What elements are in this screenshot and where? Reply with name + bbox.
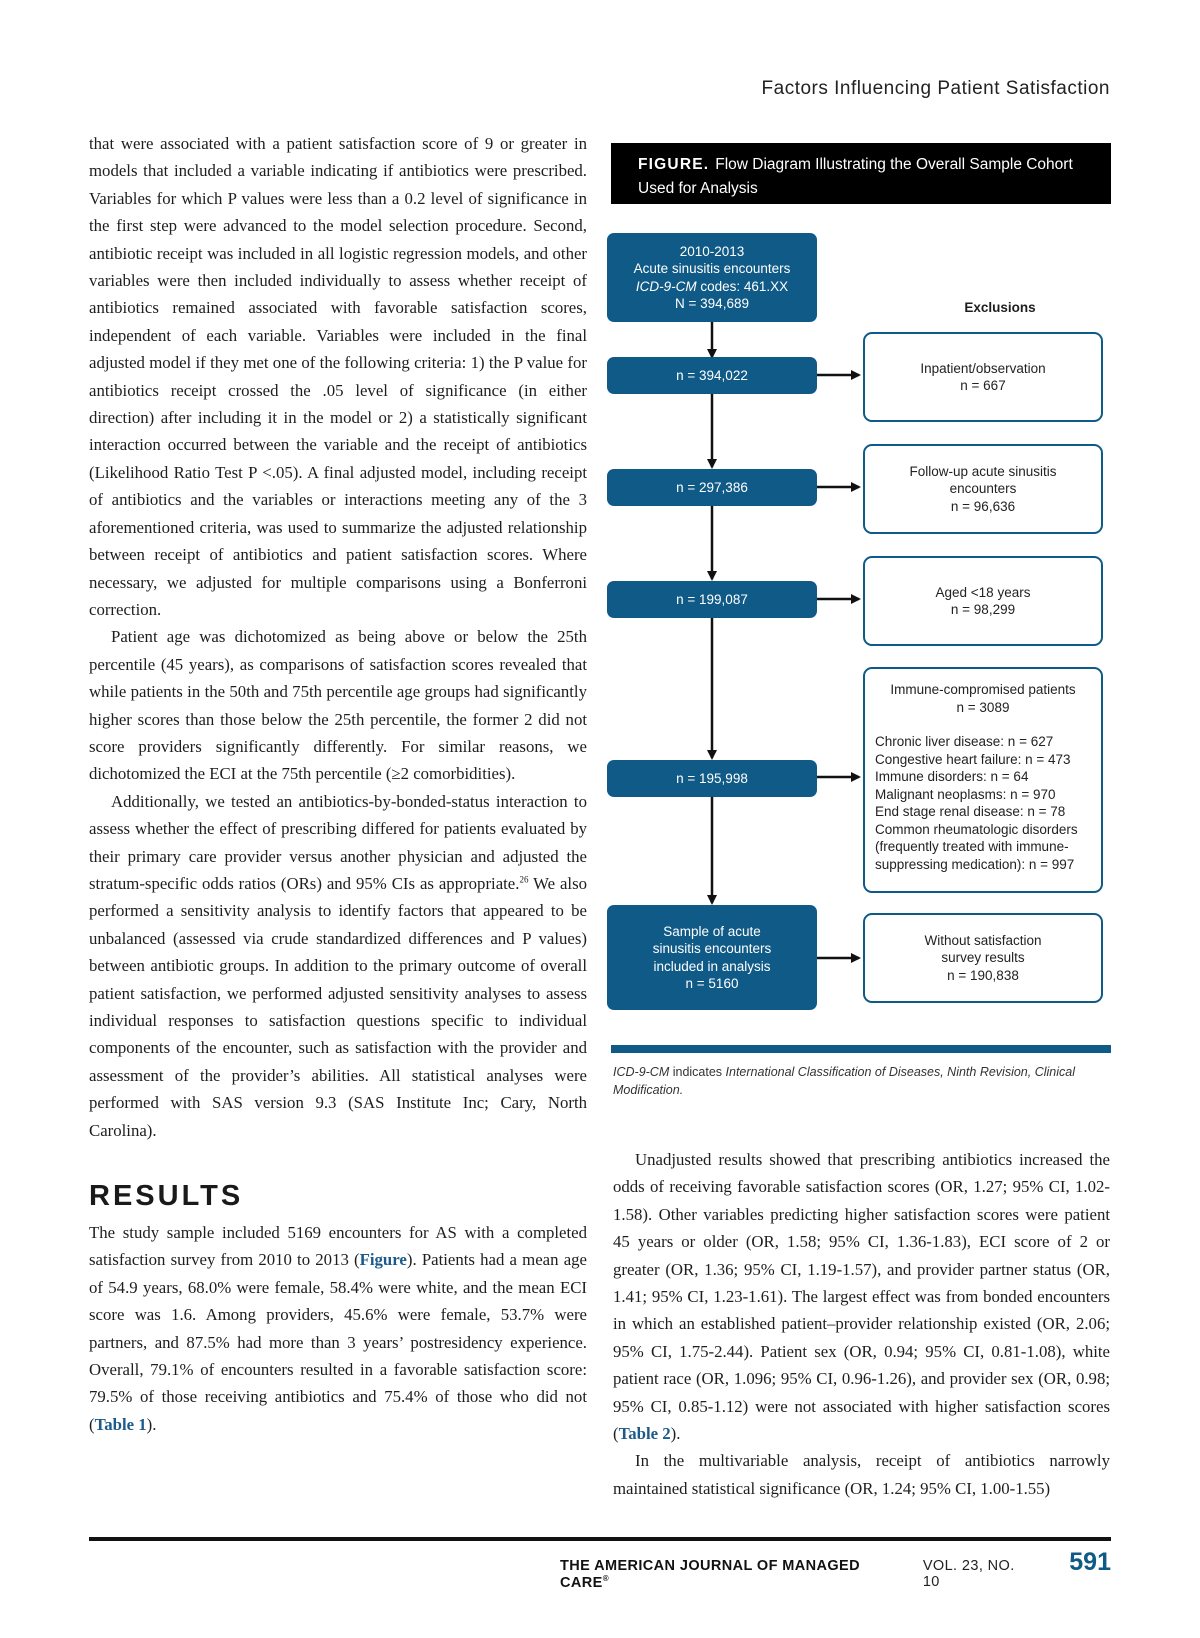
exclusion-box-inpatient — [863, 332, 1103, 422]
figure-title: Flow Diagram Illustrating the Overall Sample Cohort Used for Analysis — [638, 156, 1073, 197]
figure-note — [613, 1063, 1108, 1099]
final-line-3: included in analysis — [653, 958, 771, 974]
excl-4-count: n = 3089 — [956, 699, 1010, 715]
excl-5-label-b: survey results — [941, 950, 1025, 966]
excl-4-item: End stage renal disease: n = 78 — [875, 804, 1066, 819]
excl-2-label-b: encounters — [949, 481, 1017, 497]
exclusion-box-age — [863, 556, 1103, 646]
excl-5-label-a: Without satisfaction — [924, 932, 1042, 948]
exclusion-box-immune — [863, 667, 1103, 893]
right-column — [613, 1146, 1110, 1502]
final-count: n = 5160 — [685, 976, 739, 991]
results-paragraph-2 — [613, 1146, 1110, 1447]
exclusions-label: Exclusions — [964, 300, 1036, 315]
p5-end: ). — [670, 1424, 681, 1444]
citation-superscript[interactable]: 26 — [519, 874, 529, 885]
p3-text-a: Additionally, we tested an antibiotics-by-bonded-status interaction to assess whether the effect of prescribing differed for patients evaluated by their primary care provider versus another physician and adjusted the stratum-specific odds ratios (ORs) and 95% CIs as appropriate. — [89, 791, 587, 893]
p4-text-b: ). Patients had a mean age of 54.9 years, 68.0% were female, 58.4% were white, and the mean ECI score was 1.6. Among providers, 45.6% were female, 53.7% were partners, and 87.5% had more than 3 years’ postresidency experience. Overall, 79.1% of encounters resulted in a favorable satisfaction score: 79.5% of those receiving antibiotics and 75.4% of those who did not ( — [89, 1250, 587, 1434]
excl-3-count: n = 98,299 — [950, 602, 1016, 617]
excl-3-label: Aged <18 years — [935, 584, 1031, 600]
step-2-count: n = 297,386 — [676, 479, 748, 495]
table-2-link[interactable]: Table 2 — [618, 1424, 671, 1444]
p4-text-a: The study sample included 5169 encounters for AS with a completed satisfaction survey from 2010 to 2013 ( — [89, 1223, 587, 1270]
excl-4-spacer — [875, 716, 1091, 733]
exclusion-box-no-survey — [863, 913, 1103, 1003]
flow-step-3 — [607, 581, 817, 618]
start-count: N = 394,689 — [675, 296, 749, 311]
p4-text-c: ). — [146, 1414, 157, 1434]
results-paragraph-1 — [89, 1219, 587, 1438]
flow-step-4 — [607, 760, 817, 797]
start-codes-italic: ICD-9-CM — [635, 278, 697, 294]
flow-step-2 — [607, 469, 817, 506]
excl-4-item: suppressing medication): n = 997 — [875, 856, 1075, 872]
registered-mark: ® — [602, 1574, 609, 1583]
figure-link[interactable]: Figure — [359, 1250, 407, 1270]
methods-paragraph-1: that were associated with a patient satisfaction score of 9 or greater in models that included a variable indicating if antibiotics were prescribed. Variables for which P values were less than a 0.2 level of significance in the first step were advanced to the model selection procedure. Second, antibiotic receipt was included in all logistic regression models, and other variables were then included individually to assess whether receipt of antibiotics remained associated with favorable satisfaction scores, independent of each variable. Variables were included in the final adjusted model if they met one of the following criteria: 1) the P value for antibiotics receipt crossed the .05 level of significance (in either direction) after including it in the model or 2) a statistically significant interaction occurred between the variable and the receipt of antibiotics (Likelihood Ratio Test P <.05). A final adjusted model, including receipt of antibiotics and the variables or interactions meeting any of the 3 aforementioned criteria, was used to summarize the adjusted relationship between receipt of antibiotics and patient satisfaction scores. Where necessary, we adjusted for multiple comparisons using a Bonferroni correction. — [89, 134, 587, 619]
table-1-link[interactable]: Table 1 — [94, 1414, 147, 1434]
flow-step-1 — [607, 357, 817, 394]
excl-4-item: (frequently treated with immune- — [875, 839, 1069, 854]
footer — [560, 1548, 1111, 1591]
start-years: 2010-2013 — [679, 243, 745, 259]
start-codes — [636, 278, 788, 296]
results-paragraph-3: In the multivariable analysis, receipt of antibiotics narrowly maintained statistical significance (OR, 1.24; 95% CI, 1.00-1.55) — [613, 1451, 1110, 1498]
excl-4-item: Malignant neoplasms: n = 970 — [875, 786, 1056, 802]
final-line-2: sinusitis encounters — [652, 941, 772, 956]
excl-4-label: Immune-compromised patients — [890, 682, 1076, 697]
exclusion-box-followup — [863, 444, 1103, 534]
final-line-1: Sample of acute — [663, 923, 761, 939]
excl-4-item: Chronic liver disease: n = 627 — [875, 734, 1054, 749]
running-head: Factors Influencing Patient Satisfaction — [761, 78, 1110, 99]
journal-name — [560, 1558, 905, 1591]
flow-start-box — [607, 233, 817, 322]
note-indicates: indicates — [669, 1065, 726, 1079]
p3-text-b: We also performed a sensitivity analysis to identify factors that appeared to be unbalanced (assessed via crude standardized differences and P values) between antibiotic groups. In addition to the primary outcome of overall patient satisfaction, we performed adjusted sensitivity analyses to assess individual responses to satisfaction questions specific to individual components of the encounter, such as satisfaction with the provider and assessment of the provider’s abilities. All statistical analyses were performed with SAS version 9.3 (SAS Institute Inc; Cary, North Carolina). — [89, 873, 588, 1140]
excl-2-count: n = 96,636 — [950, 498, 1016, 514]
note-expansion: International Classification of Diseases, Ninth Revision, Clinical Modification. — [613, 1065, 1075, 1097]
excl-5-count: n = 190,838 — [947, 967, 1019, 983]
p5-text: Unadjusted results showed that prescribing antibiotics increased the odds of receiving favorable satisfaction scores (OR, 1.27; 95% CI, 1.02-1.58). Other variables predicting higher satisfaction scores were patient 45 years or older (OR, 1.58; 95% CI, 1.36-1.83), ECI score of 2 or greater (OR, 1.36; 95% CI, 1.19-1.57), and provider partner status (OR, 1.41; 95% CI, 1.23-1.61). The largest effect was from bonded encounters in which an established patient–provider relationship existed (OR, 2.06; 95% CI, 1.75-2.44). Patient sex (OR, 0.94; 95% CI, 0.81-1.08), white patient race (OR, 1.096; 95% CI, 0.96-1.26), and provider sex (OR, 0.98; 95% CI, 0.85-1.12) were not associated with higher satisfaction scores ( — [613, 1150, 1110, 1444]
results-heading: RESULTS — [89, 1180, 244, 1213]
note-abbrev: ICD-9-CM — [613, 1065, 670, 1079]
figure-label: FIGURE. — [638, 156, 710, 173]
start-description: Acute sinusitis encounters — [633, 261, 791, 276]
step-4-count: n = 195,998 — [676, 770, 748, 786]
excl-2-label-a: Follow-up acute sinusitis — [909, 463, 1057, 479]
excl-1-count: n = 667 — [960, 378, 1006, 393]
excl-4-item: Congestive heart failure: n = 473 — [875, 751, 1071, 767]
page-number: 591 — [1069, 1548, 1111, 1576]
journal-title: THE AMERICAN JOURNAL OF MANAGED CARE — [560, 1558, 860, 1591]
methods-paragraph-2: Patient age was dichotomized as being above or below the 25th percentile (45 years), as comparisons of satisfaction scores revealed that while patients in the 50th and 75th percentile age groups had significantly higher scores than those below the 25th percentile, the former 2 did not score providers significantly differently. For similar reasons, we dichotomized the ECI at the 75th percentile (≥2 comorbidities). — [89, 627, 587, 784]
figure-bottom-bar — [611, 1045, 1111, 1053]
step-1-count: n = 394,022 — [676, 367, 748, 383]
start-codes-rest: codes: 461.XX — [696, 278, 789, 294]
volume-info: VOL. 23, NO. 10 — [922, 1558, 1015, 1590]
excl-1-label: Inpatient/observation — [920, 360, 1046, 376]
excl-4-item: Common rheumatologic disorders — [875, 821, 1078, 837]
footer-rule — [89, 1537, 1111, 1541]
excl-4-item: Immune disorders: n = 64 — [875, 769, 1029, 784]
flow-final-box — [607, 905, 817, 1010]
step-3-count: n = 199,087 — [676, 591, 748, 607]
